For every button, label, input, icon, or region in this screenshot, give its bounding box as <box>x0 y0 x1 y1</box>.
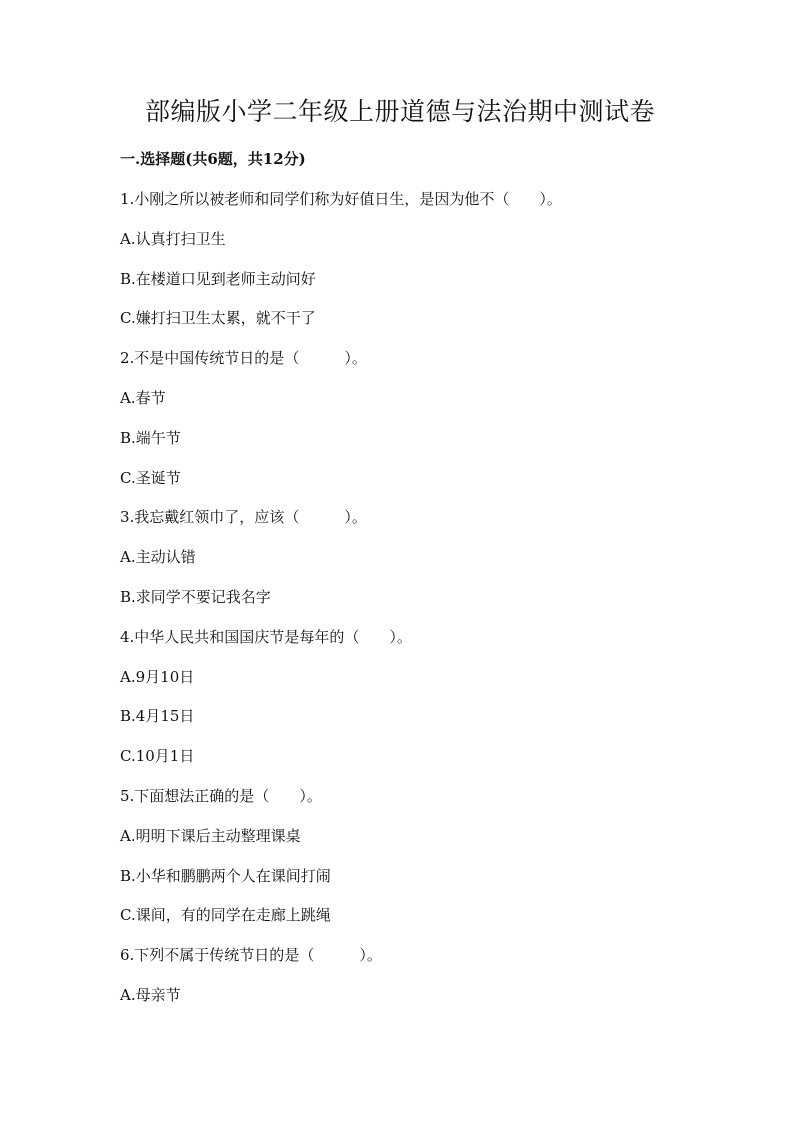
option-a: A.春节 <box>120 388 166 407</box>
question-stem: 5.下面想法正确的是（ ）。 <box>120 786 322 805</box>
question-stem: 1.小刚之所以被老师和同学们称为好值日生，是因为他不（ ）。 <box>120 190 562 208</box>
option-a: A.主动认错 <box>120 548 196 567</box>
question-stem: 3.我忘戴红领巾了，应该（ ）。 <box>120 508 367 527</box>
option-a: A.明明下课后主动整理课桌 <box>120 826 301 845</box>
question-list <box>120 188 700 1024</box>
question-stem: 2.不是中国传统节日的是（ ）。 <box>120 349 367 368</box>
option-a: A.9月10日 <box>120 667 195 686</box>
option-c: C.嫌打扫卫生太累，就不干了 <box>120 309 316 328</box>
option-c: C.10月1日 <box>120 747 195 766</box>
option-b: B.端午节 <box>120 428 181 447</box>
question-stem: 6.下列不属于传统节日的是（ ）。 <box>120 946 382 965</box>
option-b: B.小华和鹏鹏两个人在课间打闹 <box>120 866 331 885</box>
question-stem: 4.中华人民共和国国庆节是每年的（ ）。 <box>120 627 412 646</box>
option-a: A.认真打扫卫生 <box>120 229 226 248</box>
option-c: C.圣诞节 <box>120 468 181 487</box>
question-1 <box>120 188 700 347</box>
question-3 <box>120 506 700 625</box>
question-4 <box>120 626 700 785</box>
section-heading: 一.选择题(共6题，共12分) <box>120 150 306 168</box>
option-b: B.在楼道口见到老师主动问好 <box>120 269 316 288</box>
option-a: A.母亲节 <box>120 985 181 1004</box>
option-c: C.课间，有的同学在走廊上跳绳 <box>120 906 331 925</box>
option-b: B.4月15日 <box>120 707 195 726</box>
question-6 <box>120 944 700 1024</box>
question-2 <box>120 347 700 506</box>
page-title: 部编版小学二年级上册道德与法治期中测试卷 <box>144 97 655 126</box>
option-b: B.求同学不要记我名字 <box>120 587 271 606</box>
question-5 <box>120 785 700 944</box>
